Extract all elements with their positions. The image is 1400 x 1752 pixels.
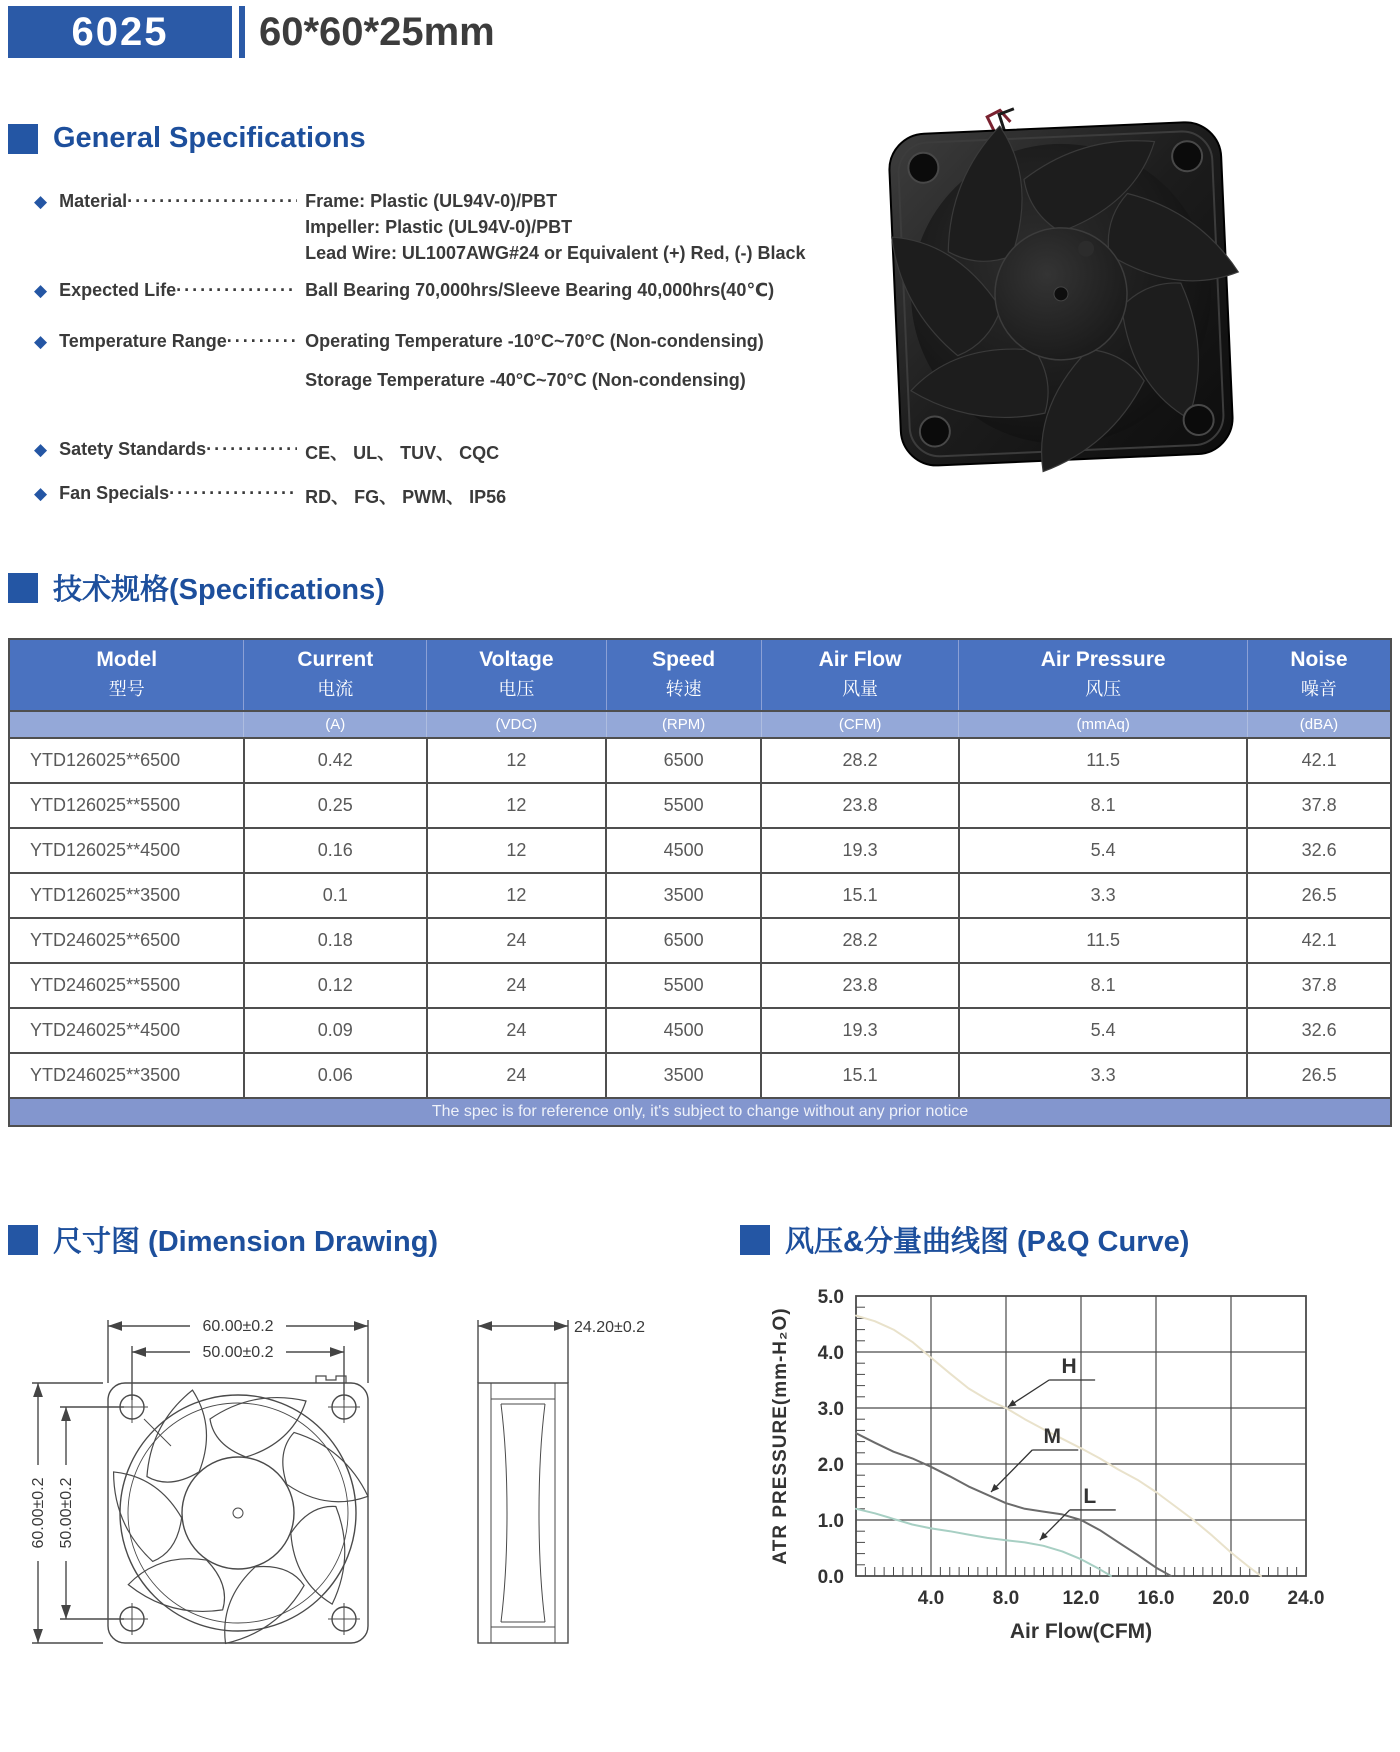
spec-value-line: RD、 FG、 PWM、 IP56: [305, 487, 507, 507]
curve-label-L: L: [1083, 1484, 1097, 1508]
spec-table-body: [9, 738, 1391, 1098]
spec-table-unit-row: [9, 711, 1391, 738]
spec-table-head: [9, 639, 1391, 738]
value-cell: 0.09: [244, 1008, 427, 1053]
section-heading: 技术规格(Specifications): [53, 574, 385, 606]
value-cell: 12: [427, 828, 606, 873]
value-cell: 3500: [606, 1053, 761, 1098]
dotted-leader: [206, 439, 297, 460]
fan-product-photo: [852, 104, 1264, 484]
diamond-bullet-icon: ◆: [34, 440, 48, 459]
x-tick-label: 12.0: [1062, 1588, 1100, 1609]
curve-label-H: H: [1061, 1355, 1077, 1378]
column-header: Voltage 电压: [427, 639, 606, 711]
value-cell: 0.18: [244, 918, 427, 963]
x-axis-title: Air Flow(CFM): [1009, 1620, 1153, 1643]
x-tick-label: 4.0: [917, 1588, 945, 1609]
value-cell: 4500: [606, 828, 761, 873]
spec-row: [34, 191, 864, 264]
value-cell: 42.1: [1247, 918, 1391, 963]
spec-row: [34, 280, 864, 301]
page-header: [0, 0, 1400, 58]
value-cell: 19.3: [761, 1008, 959, 1053]
x-tick-label: 8.0: [992, 1588, 1020, 1609]
diamond-bullet-icon: ◆: [34, 281, 48, 300]
spec-values: [297, 191, 864, 264]
table-row: [9, 783, 1391, 828]
spec-row: [34, 483, 864, 509]
column-unit: [9, 711, 244, 738]
pq-curve-M: [856, 1433, 1171, 1576]
value-cell: 26.5: [1247, 873, 1391, 918]
column-header: Speed 转速: [606, 639, 761, 711]
value-cell: 8.1: [959, 963, 1247, 1008]
model-cell: YTD126025**5500: [9, 783, 244, 828]
value-cell: 23.8: [761, 963, 959, 1008]
spec-values: [297, 331, 864, 391]
value-cell: 28.2: [761, 918, 959, 963]
x-tick-label: 16.0: [1137, 1588, 1175, 1609]
dotted-leader: [127, 191, 297, 212]
y-tick-label: 2.0: [817, 1455, 844, 1476]
table-row: [9, 1008, 1391, 1053]
column-header: Air Pressure 风压: [959, 639, 1247, 711]
annotation-arrowhead: [1008, 1400, 1017, 1407]
dim-front-height-holes: 50.00±0.2: [58, 1477, 75, 1549]
dotted-leader: [176, 280, 297, 301]
value-cell: 37.8: [1247, 783, 1391, 828]
spec-value-line: Impeller: Plastic (UL94V-0)/PBT: [305, 217, 573, 237]
pq-column: [718, 1219, 1400, 1675]
pq-curve-L: [856, 1509, 1111, 1576]
section-heading: 尺寸图 (Dimension Drawing): [53, 1226, 439, 1258]
spec-label: Expected Life: [59, 280, 177, 300]
value-cell: 28.2: [761, 738, 959, 783]
value-cell: 3500: [606, 873, 761, 918]
spec-values: [297, 439, 864, 465]
column-header: Current 电流: [244, 639, 427, 711]
spec-label: Material: [59, 191, 128, 211]
mount-hole: [908, 152, 939, 183]
value-cell: 26.5: [1247, 1053, 1391, 1098]
column-unit: (A): [244, 711, 427, 738]
y-tick-label: 5.0: [817, 1287, 844, 1308]
section-square-icon: [8, 1225, 38, 1255]
value-cell: 12: [427, 738, 606, 783]
spec-value-line: CE、 UL、 TUV、 CQC: [305, 443, 500, 463]
value-cell: 0.06: [244, 1053, 427, 1098]
x-tick-label: 20.0: [1212, 1588, 1250, 1609]
diamond-bullet-icon: ◆: [34, 192, 48, 211]
page-title: 60*60*25mm: [259, 9, 495, 54]
value-cell: 24: [427, 1008, 606, 1053]
spec-table-foot: [9, 1098, 1391, 1126]
spec-table: [8, 638, 1392, 1127]
value-cell: 11.5: [959, 738, 1247, 783]
value-cell: 23.8: [761, 783, 959, 828]
value-cell: 0.25: [244, 783, 427, 828]
model-cell: YTD126025**3500: [9, 873, 244, 918]
spec-label: Temperature Range: [59, 331, 227, 351]
section-heading: General Specifications: [53, 122, 366, 154]
value-cell: 24: [427, 1053, 606, 1098]
spec-value-line: Storage Temperature -40°C~70°C (Non-condensing): [305, 370, 746, 390]
column-unit: (VDC): [427, 711, 606, 738]
column-header: Noise 噪音: [1247, 639, 1391, 711]
value-cell: 42.1: [1247, 738, 1391, 783]
pq-curve-chart: [746, 1266, 1386, 1658]
value-cell: 15.1: [761, 873, 959, 918]
spec-table-header-row: [9, 639, 1391, 711]
model-cell: YTD246025**5500: [9, 963, 244, 1008]
value-cell: 15.1: [761, 1053, 959, 1098]
value-cell: 6500: [606, 918, 761, 963]
value-cell: 4500: [606, 1008, 761, 1053]
value-cell: 5500: [606, 963, 761, 1008]
dimension-drawing: [8, 1288, 708, 1670]
table-row: [9, 828, 1391, 873]
value-cell: 0.12: [244, 963, 427, 1008]
value-cell: 6500: [606, 738, 761, 783]
value-cell: 24: [427, 918, 606, 963]
section-square-icon: [8, 124, 38, 154]
dimension-title: [8, 1219, 718, 1260]
section-square-icon: [740, 1225, 770, 1255]
value-cell: 3.3: [959, 873, 1247, 918]
dim-front-height-outer: 60.00±0.2: [30, 1477, 47, 1549]
pq-title: [740, 1219, 1400, 1260]
spec-value-line: Lead Wire: UL1007AWG#24 or Equivalent (+) Red, (-) Black: [305, 243, 806, 263]
spec-label: Satety Standards: [59, 439, 207, 459]
column-header: Model 型号: [9, 639, 244, 711]
value-cell: 0.1: [244, 873, 427, 918]
spec-row: [34, 439, 864, 465]
spec-values: [297, 483, 864, 509]
value-cell: 12: [427, 873, 606, 918]
model-badge: 6025: [8, 6, 232, 58]
model-cell: YTD246025**3500: [9, 1053, 244, 1098]
value-cell: 12: [427, 783, 606, 828]
column-unit: (RPM): [606, 711, 761, 738]
spec-table-footnote: The spec is for reference only, it's subject to change without any prior notice: [9, 1098, 1391, 1126]
table-row: [9, 1053, 1391, 1098]
table-row: [9, 918, 1391, 963]
annotation-leader: [991, 1450, 1032, 1492]
y-tick-label: 3.0: [817, 1399, 844, 1420]
value-cell: 32.6: [1247, 828, 1391, 873]
table-row: [9, 738, 1391, 783]
spec-value-line: Ball Bearing 70,000hrs/Sleeve Bearing 40,000hrs(40℃): [305, 280, 775, 300]
spec-label: Fan Specials: [59, 483, 170, 503]
value-cell: 5.4: [959, 828, 1247, 873]
dim-side-depth: 24.20±0.2: [574, 1319, 646, 1336]
dimension-column: [0, 1219, 718, 1675]
value-cell: 8.1: [959, 783, 1247, 828]
spec-value-line: Operating Temperature -10°C~70°C (Non-condensing): [305, 331, 764, 351]
value-cell: 11.5: [959, 918, 1247, 963]
value-cell: 0.42: [244, 738, 427, 783]
dotted-leader: [169, 483, 297, 504]
section-square-icon: [8, 573, 38, 603]
x-tick-label: 24.0: [1287, 1588, 1325, 1609]
value-cell: 5.4: [959, 1008, 1247, 1053]
badge-divider: [239, 6, 245, 58]
model-cell: YTD126025**6500: [9, 738, 244, 783]
fan-body: [884, 104, 1248, 480]
y-axis-title: ATR PRESSURE(mm-H₂O): [770, 1307, 791, 1565]
column-header: Air Flow 风量: [761, 639, 959, 711]
spec-values: [297, 280, 864, 301]
model-cell: YTD126025**4500: [9, 828, 244, 873]
model-cell: YTD246025**6500: [9, 918, 244, 963]
column-unit: (CFM): [761, 711, 959, 738]
curve-label-M: M: [1043, 1425, 1061, 1448]
impeller-hub: [182, 1457, 294, 1569]
value-cell: 32.6: [1247, 1008, 1391, 1053]
value-cell: 37.8: [1247, 963, 1391, 1008]
section-heading: 风压&分量曲线图 (P&Q Curve): [785, 1226, 1190, 1258]
model-cell: YTD246025**4500: [9, 1008, 244, 1053]
dotted-leader: [227, 331, 297, 352]
value-cell: 24: [427, 963, 606, 1008]
table-row: [9, 963, 1391, 1008]
mount-hole: [1171, 141, 1202, 172]
column-unit: (dBA): [1247, 711, 1391, 738]
y-tick-label: 4.0: [817, 1343, 844, 1364]
dim-front-width-outer: 60.00±0.2: [202, 1318, 274, 1335]
spec-row: [34, 331, 864, 391]
table-row: [9, 873, 1391, 918]
y-tick-label: 1.0: [817, 1511, 844, 1532]
y-tick-label: 0.0: [817, 1567, 844, 1588]
dim-front-width-holes: 50.00±0.2: [202, 1344, 274, 1361]
value-cell: 0.16: [244, 828, 427, 873]
column-unit: (mmAq): [959, 711, 1247, 738]
diamond-bullet-icon: ◆: [34, 332, 48, 351]
mount-hole: [1183, 404, 1214, 435]
value-cell: 19.3: [761, 828, 959, 873]
bottom-section: [0, 1219, 1400, 1675]
general-spec-list: [34, 191, 864, 509]
specifications-title: [8, 567, 1400, 608]
value-cell: 5500: [606, 783, 761, 828]
side-view: [478, 1383, 568, 1643]
diamond-bullet-icon: ◆: [34, 484, 48, 503]
spec-value-line: Frame: Plastic (UL94V-0)/PBT: [305, 191, 558, 211]
mount-hole: [919, 416, 950, 447]
value-cell: 3.3: [959, 1053, 1247, 1098]
